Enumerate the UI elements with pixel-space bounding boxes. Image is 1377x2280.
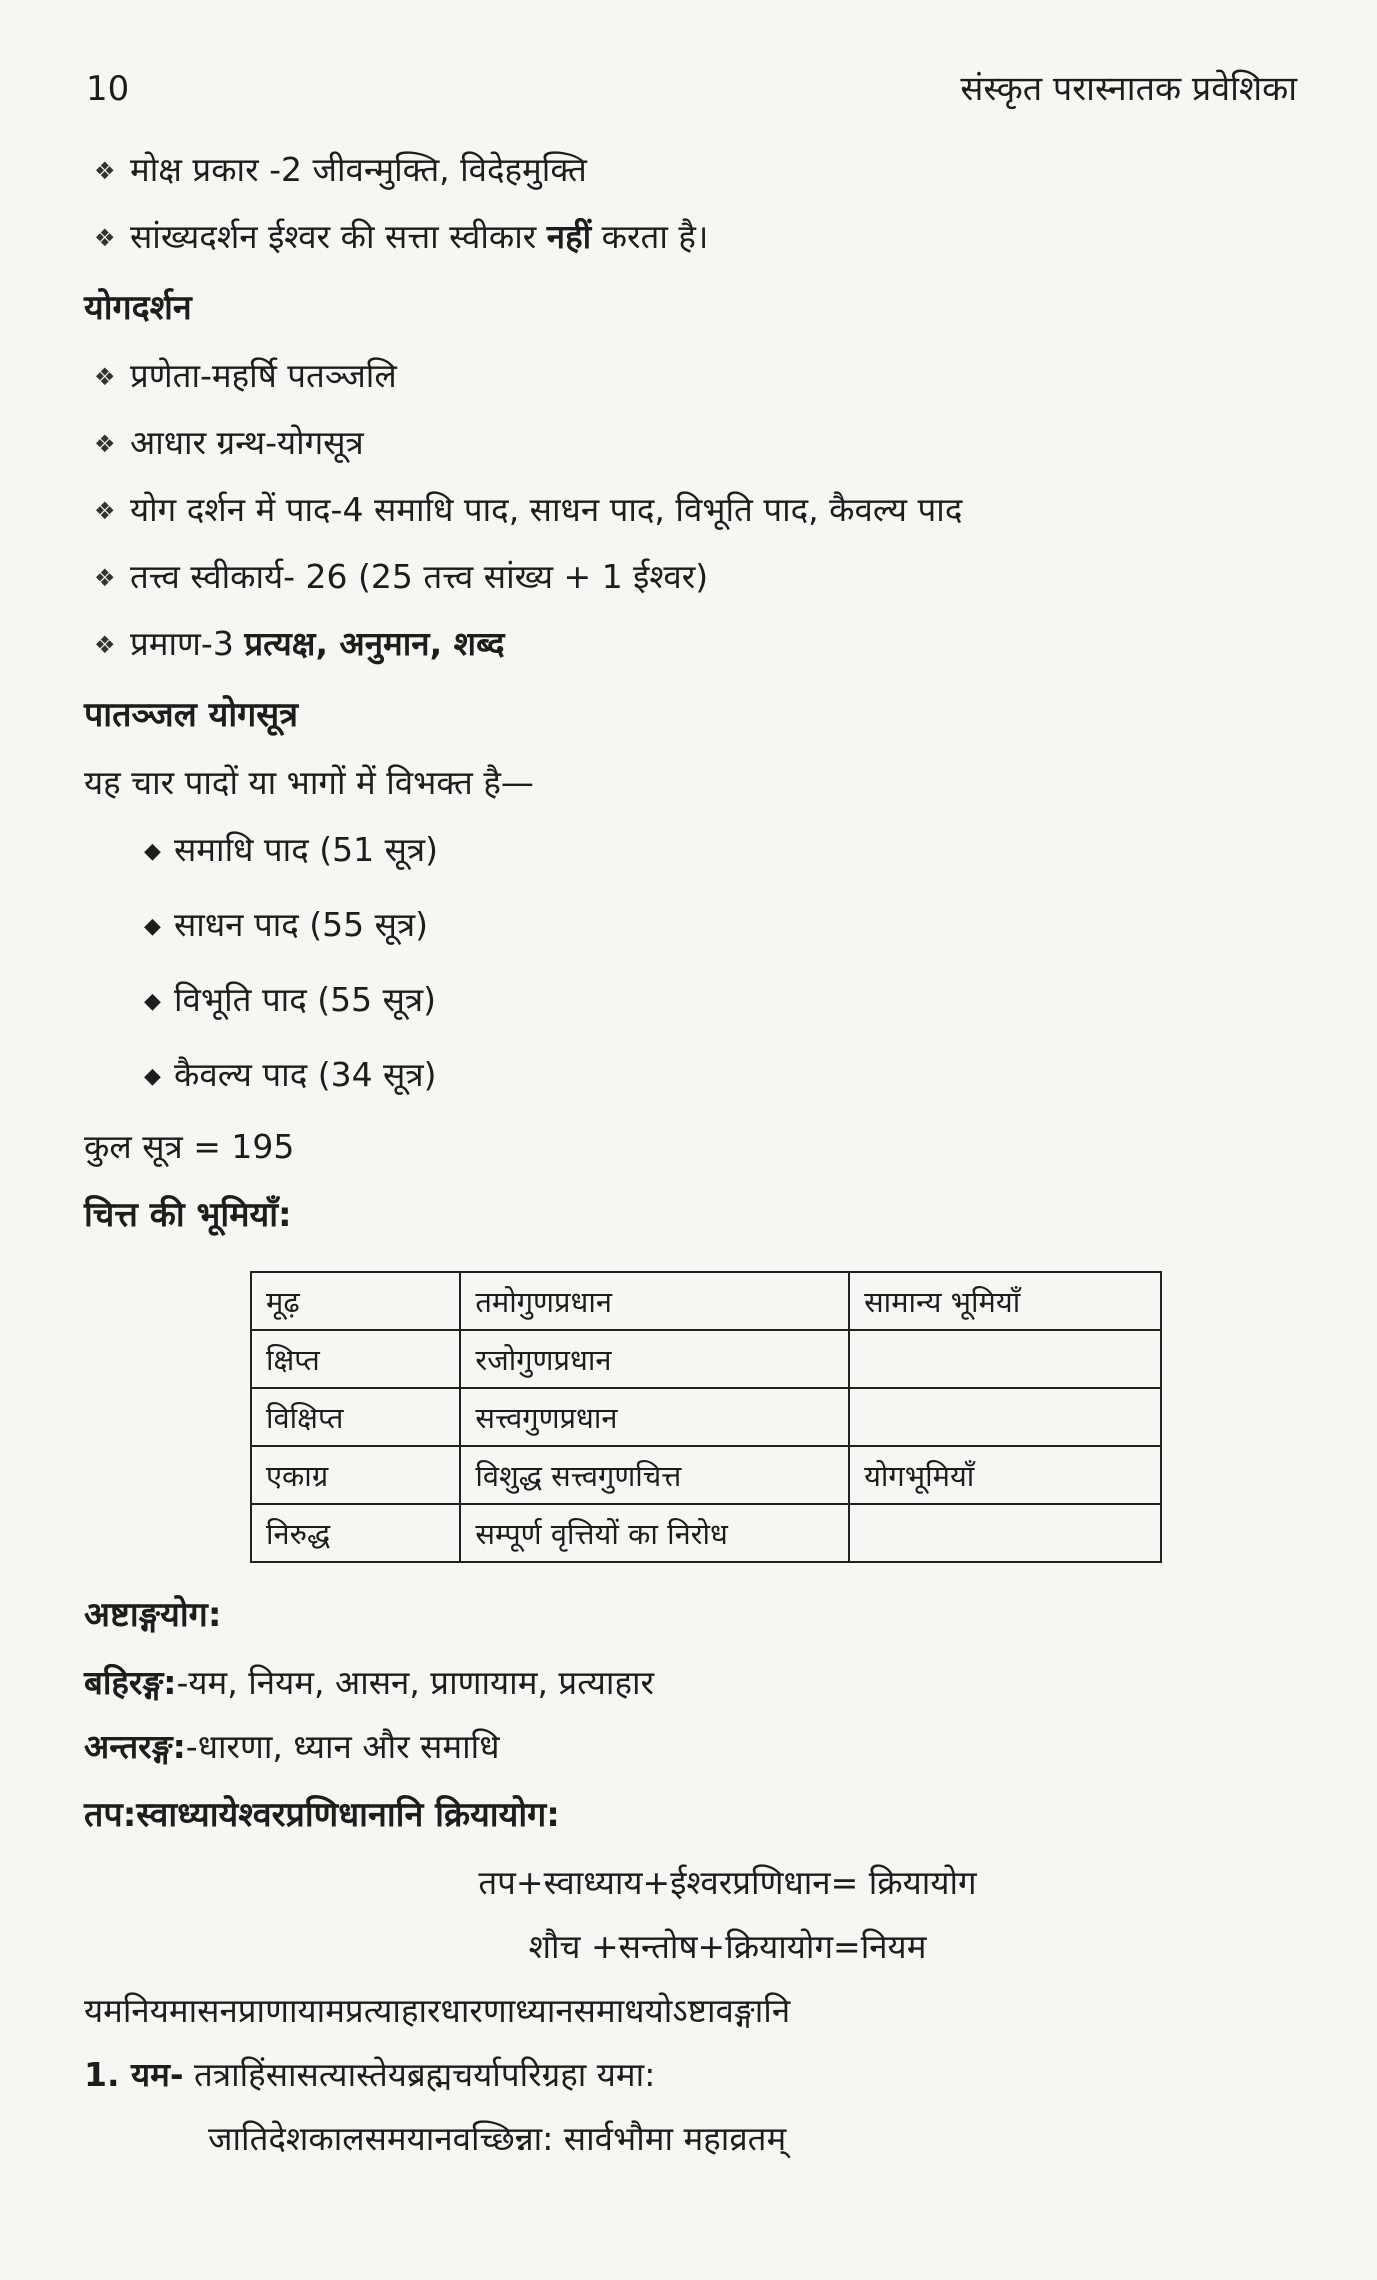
- bahiranga-line: बहिरङ्ग:-यम, नियम, आसन, प्राणायाम, प्रत्याहार: [84, 1663, 655, 1702]
- table-cell: सम्पूर्ण वृत्तियों का निरोध: [460, 1504, 849, 1562]
- bullet-diamond-icon: ❖: [94, 157, 116, 185]
- bullet-diamond-icon: ❖: [94, 631, 116, 659]
- table-row: [251, 1330, 1161, 1388]
- bullet-adhar-granth: ❖ आधार ग्रन्थ-योगसूत्र: [84, 411, 1297, 478]
- yama-line: 1. यम- तत्राहिंसासत्यास्तेयब्रह्मचर्यापरिग्रहा यमा:: [84, 2055, 656, 2094]
- niyama-formula: शौच +सन्तोष+क्रियायोग=नियम: [528, 1927, 927, 1966]
- page-number: 10: [86, 69, 130, 109]
- heading-chitta-bhumiyan: चित्त की भूमियाँ:: [84, 1195, 292, 1235]
- pada-item: ◆ विभूति पाद (55 सूत्र): [84, 965, 1297, 1040]
- book-title: संस्कृत परास्नातक प्रवेशिका: [960, 69, 1297, 109]
- table-row: [251, 1272, 1161, 1330]
- table-row: [251, 1504, 1161, 1562]
- pramana-list: प्रत्यक्ष, अनुमान, शब्द: [244, 624, 505, 663]
- table-row: [251, 1446, 1161, 1504]
- heading-ashtanga-yoga: अष्टाङ्गयोग:: [84, 1595, 222, 1635]
- bullet-diamond-icon: ❖: [94, 497, 116, 525]
- table-cell: क्षिप्त: [251, 1330, 460, 1388]
- yama-label: 1. यम-: [84, 2055, 184, 2094]
- table-cell: [849, 1504, 1161, 1562]
- table-cell: सत्त्वगुणप्रधान: [460, 1388, 849, 1446]
- table-cell: रजोगुणप्रधान: [460, 1330, 849, 1388]
- table-cell: मूढ़: [251, 1272, 460, 1330]
- table-cell: सामान्य भूमियाँ: [849, 1272, 1161, 1330]
- bullet-praneta: ❖ प्रणेता-महर्षि पतञ्जलि: [84, 344, 1297, 411]
- bullet-diamond-icon: ❖: [94, 430, 116, 458]
- chitta-bhumi-table-wrap: [250, 1271, 1297, 1563]
- mahavrata-sutra: जातिदेशकालसमयानवच्छिन्ना: सार्वभौमा महाव्रतम्: [208, 2119, 787, 2158]
- bullet-pada-count: ❖ योग दर्शन में पाद-4 समाधि पाद, साधन पाद, विभूति पाद, कैवल्य पाद: [84, 478, 1297, 545]
- bullet-moksha-types: ❖ मोक्ष प्रकार -2 जीवन्मुक्ति, विदेहमुक्ति: [84, 138, 1297, 205]
- heading-patanjal-yogasutra: पातञ्जल योगसूत्र: [84, 695, 299, 735]
- bullet-sankhya-ishvara: ❖ सांख्यदर्शन ईश्वर की सत्ता स्वीकार नहीं करता है।: [84, 205, 1297, 272]
- chitta-bhumi-table: [250, 1271, 1162, 1563]
- total-sutras: कुल सूत्र = 195: [84, 1127, 295, 1166]
- table-cell: विक्षिप्त: [251, 1388, 460, 1446]
- table-cell: [849, 1330, 1161, 1388]
- ashtanga-sutra: यमनियमासनप्राणायामप्रत्याहारधारणाध्यानसमाधयोऽष्टावङ्गानि: [84, 1991, 791, 2030]
- heading-yogadarshan: योगदर्शन: [84, 288, 192, 328]
- antaranga-label: अन्तरङ्ग:: [84, 1727, 186, 1766]
- bullet-diamond-icon: ◆: [144, 914, 161, 939]
- kriyayoga-formula: तप+स्वाध्याय+ईश्वरप्रणिधान= क्रियायोग: [478, 1863, 977, 1902]
- table-cell: निरुद्ध: [251, 1504, 460, 1562]
- patanjal-intro: यह चार पादों या भागों में विभक्त है—: [84, 763, 534, 802]
- table-cell: [849, 1388, 1161, 1446]
- antaranga-line: अन्तरङ्ग:-धारणा, ध्यान और समाधि: [84, 1727, 500, 1766]
- running-header: [84, 64, 1297, 112]
- heading-kriyayoga-sutra: तप:स्वाध्यायेश्वरप्रणिधानानि क्रियायोग:: [84, 1795, 560, 1835]
- bullet-diamond-icon: ◆: [144, 1064, 161, 1089]
- bullet-tattva: ❖ तत्त्व स्वीकार्य- 26 (25 तत्त्व सांख्य + 1 ईश्वर): [84, 545, 1297, 612]
- table-cell: तमोगुणप्रधान: [460, 1272, 849, 1330]
- pada-item: ◆ कैवल्य पाद (34 सूत्र): [84, 1040, 1297, 1115]
- bullet-diamond-icon: ◆: [144, 839, 161, 864]
- emphasis-nahin: नहीं: [546, 217, 592, 256]
- bahiranga-label: बहिरङ्ग:: [84, 1663, 177, 1702]
- bullet-diamond-icon: ❖: [94, 363, 116, 391]
- table-cell: योगभूमियाँ: [849, 1446, 1161, 1504]
- bullet-pramana: ❖ प्रमाण-3 प्रत्यक्ष, अनुमान, शब्द: [84, 612, 1297, 679]
- bullet-diamond-icon: ❖: [94, 224, 116, 252]
- pada-item: ◆ समाधि पाद (51 सूत्र): [84, 815, 1297, 890]
- table-cell: एकाग्र: [251, 1446, 460, 1504]
- bullet-diamond-icon: ❖: [94, 564, 116, 592]
- table-row: [251, 1388, 1161, 1446]
- bullet-diamond-icon: ◆: [144, 989, 161, 1014]
- table-cell: विशुद्ध सत्त्वगुणचित्त: [460, 1446, 849, 1504]
- pada-item: ◆ साधन पाद (55 सूत्र): [84, 890, 1297, 965]
